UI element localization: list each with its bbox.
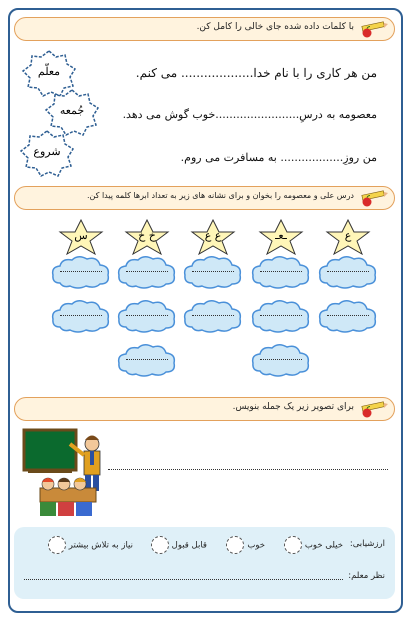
answer-cloud[interactable] bbox=[182, 297, 244, 333]
cloud-answer-line[interactable] bbox=[192, 315, 234, 316]
classroom-illustration bbox=[22, 428, 112, 520]
answer-cloud[interactable] bbox=[250, 253, 312, 289]
cloud-answer-line[interactable] bbox=[327, 271, 369, 272]
letter-star-label: ع ع bbox=[204, 229, 222, 242]
answer-cloud[interactable] bbox=[50, 253, 112, 289]
word-cloud-3 bbox=[18, 128, 76, 178]
option-needs-effort[interactable] bbox=[45, 536, 133, 554]
section2-header bbox=[14, 186, 395, 210]
cloud-answer-line[interactable] bbox=[126, 315, 168, 316]
letter-star-label: ع bbox=[344, 229, 352, 242]
cloud-answer-line[interactable] bbox=[126, 271, 168, 272]
letter-star-1 bbox=[325, 219, 371, 255]
section2-title: درس علی و معصومه را بخوان و برای نشانه های زیر به تعداد ابرها کلمه پیدا کن. bbox=[86, 191, 354, 200]
cloud-answer-line[interactable] bbox=[327, 315, 369, 316]
word-option-2: جُمعه bbox=[59, 104, 85, 117]
sentence-2: معصومه به درسِ........................خوب گوش می دهد. bbox=[122, 108, 377, 121]
answer-cloud[interactable] bbox=[116, 297, 178, 333]
comment-line[interactable] bbox=[24, 579, 343, 580]
sentence-3: من روزِ.................. به مسافرت می روم. bbox=[180, 151, 377, 164]
letter-star-3 bbox=[190, 219, 236, 255]
option-acceptable-label: قابل قبول bbox=[171, 540, 207, 551]
letter-star-label: س bbox=[74, 229, 88, 242]
option-very-good-label: خیلی خوب bbox=[304, 540, 343, 551]
answer-cloud[interactable] bbox=[50, 297, 112, 333]
cloud-answer-line[interactable] bbox=[60, 315, 102, 316]
option-good-circle[interactable] bbox=[226, 536, 244, 554]
option-acceptable-circle[interactable] bbox=[151, 536, 169, 554]
answer-line[interactable] bbox=[108, 469, 388, 470]
pencil-apple-icon bbox=[358, 20, 388, 38]
answer-cloud[interactable] bbox=[250, 341, 312, 377]
option-needs-effort-circle[interactable] bbox=[48, 536, 66, 554]
answer-cloud[interactable] bbox=[250, 297, 312, 333]
option-good[interactable] bbox=[223, 536, 265, 554]
option-good-label: خوب bbox=[247, 540, 265, 551]
answer-cloud[interactable] bbox=[182, 253, 244, 289]
letter-star-2 bbox=[258, 219, 304, 255]
option-very-good[interactable] bbox=[281, 536, 343, 554]
word-option-1: معلّم bbox=[37, 65, 61, 78]
cloud-answer-line[interactable] bbox=[60, 271, 102, 272]
section3-title: برای تصویر زیر یک جمله بنویس. bbox=[232, 402, 354, 412]
letter-star-label: ـعـ bbox=[275, 229, 287, 242]
section1-header bbox=[14, 17, 395, 41]
option-acceptable[interactable] bbox=[148, 536, 207, 554]
letter-star-5 bbox=[58, 219, 104, 255]
answer-cloud[interactable] bbox=[317, 297, 379, 333]
section3-header bbox=[14, 397, 395, 421]
option-very-good-circle[interactable] bbox=[284, 536, 302, 554]
option-needs-effort-label: نیاز به تلاش بیشتر bbox=[68, 540, 133, 551]
answer-cloud[interactable] bbox=[116, 341, 178, 377]
pencil-apple-icon bbox=[358, 189, 388, 207]
section1-title: با کلمات داده شده جای خالی را کامل کن. bbox=[196, 22, 354, 32]
letter-star-4 bbox=[124, 219, 170, 255]
cloud-answer-line[interactable] bbox=[260, 271, 302, 272]
cloud-answer-line[interactable] bbox=[260, 359, 302, 360]
evaluation-box bbox=[14, 527, 395, 599]
cloud-answer-line[interactable] bbox=[192, 271, 234, 272]
answer-cloud[interactable] bbox=[317, 253, 379, 289]
pencil-apple-icon bbox=[358, 400, 388, 418]
letter-star-label: خ خ bbox=[138, 229, 156, 242]
answer-cloud[interactable] bbox=[116, 253, 178, 289]
cloud-answer-line[interactable] bbox=[260, 315, 302, 316]
sentence-1: من هر کاری را با نام خدا................... می کنم. bbox=[135, 66, 377, 80]
evaluation-label: ارزشیابی: bbox=[349, 539, 385, 549]
comment-label: نظر معلم: bbox=[348, 571, 385, 581]
word-option-3: شروع bbox=[33, 145, 61, 158]
cloud-answer-line[interactable] bbox=[126, 359, 168, 360]
